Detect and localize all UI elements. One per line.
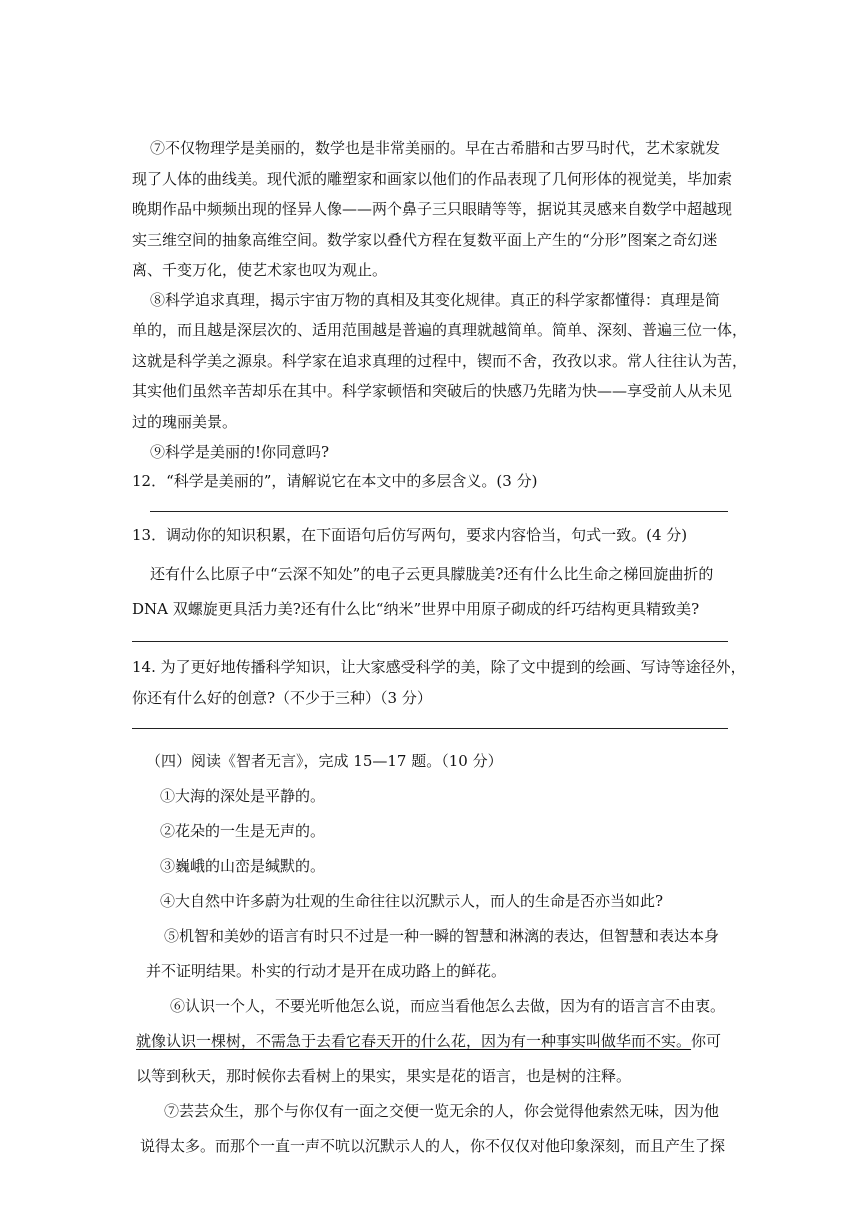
sentence-1: ①大海的深处是平静的。 — [160, 787, 326, 805]
sentence-6-tail: 你可 — [691, 1032, 722, 1050]
paragraph-8-line-2: 单的，而且越是深层次的、适用范围越是普遍的真理就越简单。简单、深刻、普遍三位一体， — [132, 321, 748, 339]
sentence-6-line-3: 以等到秋天，那时候你去看树上的果实，果实是花的语言，也是树的注释。 — [136, 1067, 632, 1085]
question-13-text-line-2: DNA 双螺旋更具活力美?还有什么比“纳米”世界中用原子砌成的纤巧结构更具精致美? — [132, 600, 700, 618]
question-13: 13．调动你的知识积累，在下面语句后仿写两句，要求内容恰当，句式一致。(4 分) — [132, 526, 688, 544]
paragraph-9: ⑨科学是美丽的!你同意吗? — [150, 443, 330, 461]
question-13-text-line-1: 还有什么比原子中“云深不知处”的电子云更具朦胧美?还有什么比生命之梯回旋曲折的 — [150, 565, 714, 583]
sentence-5-line-1: ⑤机智和美妙的语言有时只不过是一种一瞬的智慧和淋漓的表达，但智慧和表达本身 — [164, 927, 720, 945]
paragraph-7-line-4: 实三维空间的抽象高维空间。数学家以叠代方程在复数平面上产生的“分形”图案之奇幻迷 — [132, 231, 718, 249]
paragraph-7-line-5: 离、千变万化，使艺术家也叹为观止。 — [132, 261, 388, 279]
paragraph-8-line-3: 这就是科学美之源泉。科学家在追求真理的过程中，锲而不舍，孜孜以求。常人往往认为苦， — [132, 352, 748, 370]
sentence-4: ④大自然中许多蔚为壮观的生命往往以沉默示人，而人的生命是否亦当如此? — [160, 892, 664, 910]
answer-line-13 — [132, 641, 728, 642]
sentence-6-line-1: ⑥认识一个人，不要光听他怎么说，而应当看他怎么去做，因为有的语言言不由衷。 — [170, 997, 726, 1015]
paragraph-8-line-1: ⑧科学追求真理，揭示宇宙万物的真相及其变化规律。真正的科学家都懂得：真理是简 — [150, 291, 721, 309]
paragraph-8-line-5: 过的瑰丽美景。 — [132, 413, 238, 431]
question-14-line-2: 你还有什么好的创意?（不少于三种）（3 分） — [132, 689, 432, 707]
paragraph-7-line-2: 现了人体的曲线美。现代派的雕塑家和画家以他们的作品表现了几何形体的视觉美，毕加索 — [132, 170, 733, 188]
paragraph-7-line-1: ⑦不仅物理学是美丽的，数学也是非常美丽的。早在古希腊和古罗马时代，艺术家就发 — [150, 139, 721, 157]
sentence-5-line-2: 并不证明结果。朴实的行动才是开在成功路上的鲜花。 — [146, 962, 507, 980]
sentence-6-line-2 — [136, 1031, 721, 1051]
paragraph-8-line-4: 其实他们虽然辛苦却乐在其中。科学家顿悟和突破后的快感乃先睹为快——享受前人从未见 — [132, 382, 733, 400]
paragraph-7-line-3: 晚期作品中频频出现的怪异人像——两个鼻子三只眼睛等等，据说其灵感来自数学中超越现 — [132, 200, 733, 218]
question-14-line-1: 14. 为了更好地传播科学知识，让大家感受科学的美，除了文中提到的绘画、写诗等途径外， — [132, 658, 746, 676]
sentence-2: ②花朵的一生是无声的。 — [160, 822, 326, 840]
section-4-heading: （四）阅读《智者无言》，完成 15—17 题。（10 分） — [146, 752, 503, 770]
question-12: 12．“科学是美丽的”，请解说它在本文中的多层含义。(3 分) — [132, 472, 538, 490]
sentence-7-line-1: ⑦芸芸众生，那个与你仅有一面之交便一览无余的人，你会觉得他索然无味，因为他 — [164, 1102, 720, 1120]
sentence-6-underlined: 就像认识一棵树，不需急于去看它春天开的什么花，因为有一种事实叫做华而不实。 — [136, 1032, 692, 1050]
sentence-3: ③巍峨的山峦是缄默的。 — [160, 857, 326, 875]
answer-line-14 — [132, 728, 728, 729]
answer-line-12 — [150, 511, 728, 512]
sentence-7-line-2: 说得太多。而那个一直一声不吭以沉默示人的人，你不仅仅对他印象深刻，而且产生了探 — [140, 1137, 726, 1155]
